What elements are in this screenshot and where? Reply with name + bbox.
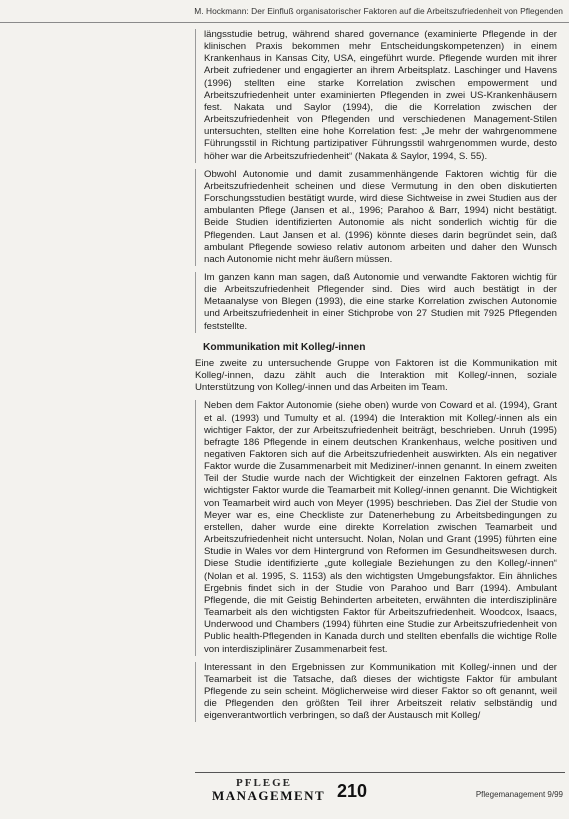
paragraph-1: längsstudie betrug, während shared governance (examinierte Pflegende in der klinischen Praxis bekommen mehr Entscheidungskompetenzen) in einem Krankenhaus in Kansas City, USA, eingeführt wurde. Pflegende wurden mit ihrer Arbeit zufriedener und engagierter an ihrem Arbeitsplatz. Laschinger und Havens (1996) stellten eine starke Korrelation zwischen empowerment und Arbeitszufriedenheit unter examinierten Pflegenden in zwei US-Krankenhäusern fest. Nakata und Saylor (1994), die die Korrelation zwischen der Arbeitszufriedenheit von Pflegenden und verschiedenen Management-Stilen untersuchten, stellten eine hohe Korrelation fest: „Je mehr der wahrgenommene Führungsstil in Richtung partizipativer Führungsstil wahrgenommen wurde, desto höher war die Arbeitszufriedenheit“ (Nakata & Saylor, 1994, S. 55).	[204, 29, 557, 162]
running-header	[0, 0, 569, 23]
paragraph-block	[195, 662, 557, 723]
logo-word-pflege: PFLEGE	[236, 777, 293, 789]
issue-label: Pflegemanagement 9/99	[475, 790, 563, 799]
paragraph-block	[195, 169, 557, 266]
page-number: 210	[337, 781, 368, 801]
paragraph-2: Obwohl Autonomie und damit zusammenhängende Faktoren wichtig für die Arbeitszufriedenheit scheinen und diese Vermutung in den oben diskutierten Forschungsstudien bestätigt wurde, wird diese Sichtweise in zwei Studien aus der ambulanten Pflege (Jansen et al., 1996; Parahoo & Barr, 1994) nicht bestätigt. Beide Studien identifizierten Autonomie als nicht sonderlich wichtig für die Pflegenden. Laut Jansen et al. (1996) könnte dieses darin begründet sein, daß ambulant Pflegende sowieso relativ autonom arbeiten und daher den Wunsch nach Autonomie nicht mehr äußern müssen.	[204, 168, 557, 265]
section-intro: Eine zweite zu untersuchende Gruppe von Faktoren ist die Kommunikation mit Kolleg/-innen, dazu zählt auch die Interaktion mit Kolleg/-innen, soziale Unterstützung von Kolleg/-innen und das Arbeiten im Team.	[195, 357, 557, 394]
logo-word-management: MANAGEMENT	[212, 788, 326, 803]
section-heading: Kommunikation mit Kolleg/-innen	[203, 341, 366, 353]
paragraph-3: Im ganzen kann man sagen, daß Autonomie und verwandte Faktoren wichtig für die Arbeitszufriedenheit Pflegender sind. Dies wird auch bestätigt in der Metaanalyse von Blegen (1993), die eine starke Korrelation zwischen Autonomie und Arbeitszufriedenheit in einer Stichprobe von 27 Studien mit 7925 Pflegenden feststellte.	[204, 271, 557, 332]
article-body	[195, 29, 557, 731]
paragraph-block	[195, 400, 557, 655]
running-title: M. Hockmann: Der Einfluß organisatorischer Faktoren auf die Arbeitszufriedenheit von Pflegenden	[194, 6, 563, 16]
paragraph-block	[195, 272, 557, 333]
paragraph-4: Neben dem Faktor Autonomie (siehe oben) wurde von Coward et al. (1994), Grant et al. (1993) und Tumulty et al. (1994) die Interaktion mit Kolleg/-innen als ein wichtiger Faktor, der zur Arbeitszufriedenheit beiträgt, beschrieben. Unruh (1995) befragte 186 Pflegende in einem deutschen Krankenhaus, welche positiven und negativen Faktoren sich auf die Arbeitszufriedenheit auswirkten. Als ein negativer Faktor wurde die Zusammenarbeit mit Mediziner/-innen genannt. In einem zweiten Teil der Studie wurde nach der Wichtigkeit der einzelnen Faktoren gefragt. Als wichtigster Faktor wurde die Teamarbeit mit Kolleg/-innen genannt. Die Wichtigkeit von Teamarbeit wird auch von Meyer (1995) beschrieben. Das Ziel der Studie von Meyer war es, eine Checkliste zur Datenerhebung zu Arbeitsbedingungen zu erstellen, daher wurde eine direkte Korrelation zwischen Teamarbeit und Arbeitszufriedenheit nicht untersucht. Nolan, Nolan und Grant (1995) führten eine Studie in Wales vor dem Hintergrund von Reformen im Gesundheitswesen durch. Diese Studie identifizierte „gute kollegiale Beziehungen zu den Kolleg/-innen“ (Nolan et al. 1995, S. 1153) als den wichtigsten Umgebungsfaktor. Ein ähnliches Ergebnis findet sich in der Studie von Parahoo und Barr (1994). Ambulant Pflegende, die mit Geistig Behinderten arbeiteten, erwähnten die interdisziplinäre Teamarbeit als den wichtigsten Faktor für Arbeitszufriedenheit. Woodcox, Isaacs, Underwood und Chambers (1994) führten eine Studie zur Arbeitszufriedenheit von Public health-Pflegenden in Kanada durch und stellten ebenfalls die wichtige Rolle von interdisziplinärer Zusammenarbeit fest.	[204, 400, 557, 655]
paragraph-5: Interessant in den Ergebnissen zur Kommunikation mit Kolleg/-innen und der Teamarbeit ist die Tatsache, daß dieses der wichtigste Faktor für ambulant Pflegende zu sein scheint. Möglicherweise wird dieser Faktor so oft genannt, weil die Pflegenden den größten Teil ihrer Arbeitszeit relativ selbständig und eigenverantwortlich verbringen, so daß der Austausch mit Kolleg/	[204, 661, 557, 722]
paragraph-block	[195, 29, 557, 163]
footer-rule	[195, 772, 565, 773]
journal-logo	[198, 777, 328, 805]
